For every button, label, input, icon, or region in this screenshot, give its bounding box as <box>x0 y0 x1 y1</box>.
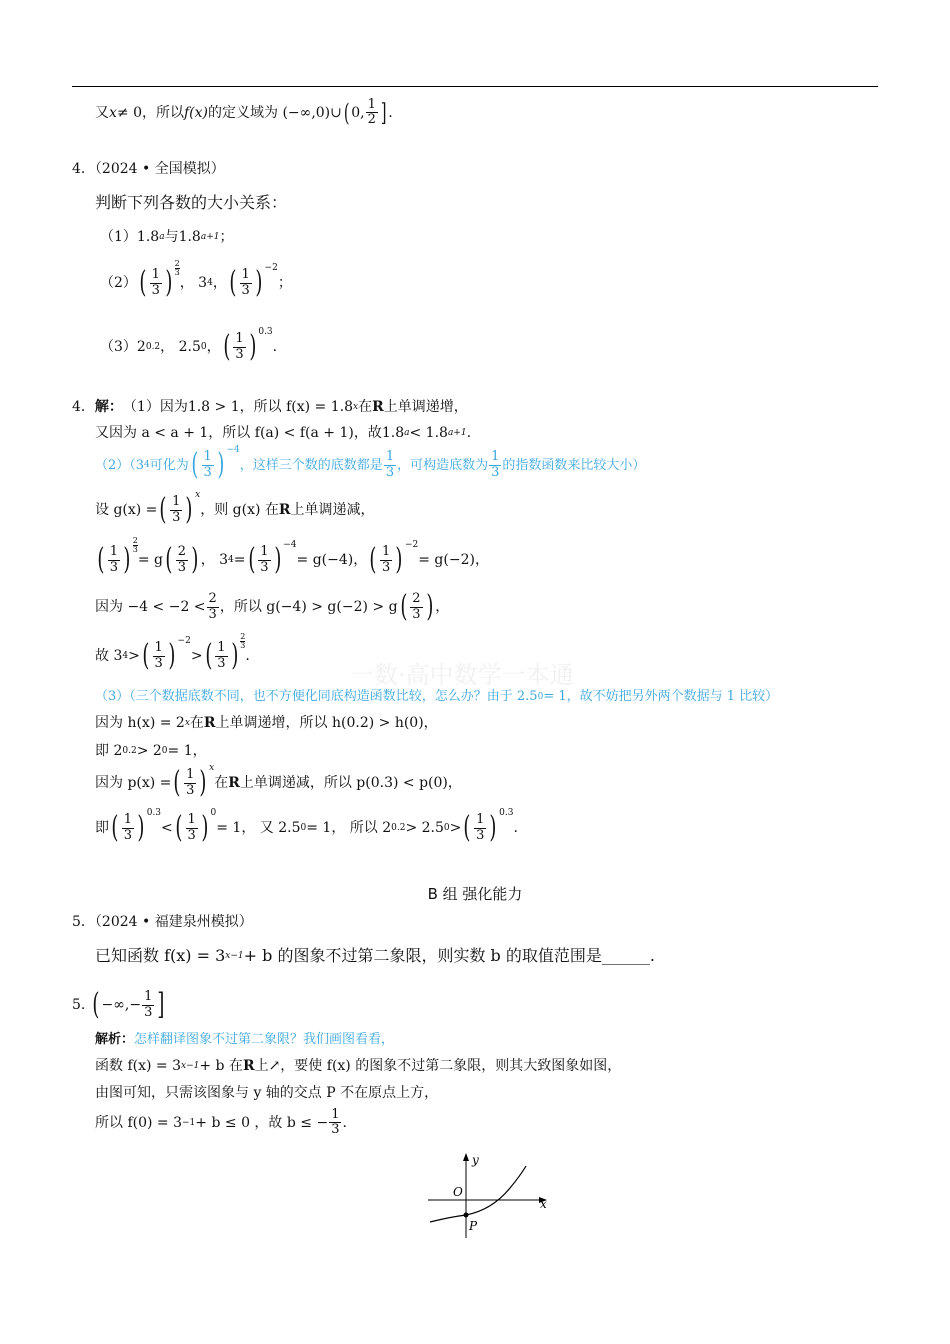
sol4-line12: 即 ( $\frac{1}{3}$ ) 0.3 < ( $\frac{1}{3}$ ) 0 = 1， 又 2.5 0 = 1， 所以 2 0.2 > 2.5 0 > ( $\frac{1}{3}$ ) 0.3 . <box>95 808 518 845</box>
watermark: 一数·高中数学一本通 <box>350 661 574 689</box>
sol5-line3: 所以 f(0) = 3 −1 + b ≤ 0 ，故 b ≤ − $\frac{1}{3}$ . <box>95 1107 347 1138</box>
x-label: x <box>540 1197 547 1211</box>
q4-header: 4．（2024 • 全国模拟） <box>72 161 225 177</box>
sol4-line11: 因为 p(x) = ( $\frac{1}{3}$ ) x 在 R 上单调递减，所以 p(0.3) < p(0)， <box>95 763 462 800</box>
curve <box>430 1166 526 1222</box>
origin-label: O <box>453 1185 463 1199</box>
sol4-line9: 因为 h(x) = 2 x 在 R 上单调递增，所以 h(0.2) > h(0)， <box>95 715 438 731</box>
sol4-line10: 即 2 0.2 > 2 0 = 1， <box>95 743 207 759</box>
sol5-line1: 函数 f(x) = 3 x−1 + b 在 R 上↗，要使 f(x) 的图象不过第二象限，则其大致图象如图， <box>95 1058 622 1074</box>
header-rule <box>72 86 878 87</box>
sol5-line2: 由图可知，只需该图象与 y 轴的交点 P 不在原点上方， <box>95 1085 439 1101</box>
sol5-jiexi: 解析： 怎样翻译图象不过第二象限？我们画图看看， <box>95 1032 395 1047</box>
q4-prompt: 判断下列各数的大小关系： <box>95 193 288 212</box>
sol4-line5: ( $\frac{1}{3}$ ) $\frac{2}{3}$ = g ( $\frac{2}{3}$ ) ， 3 4 = ( $\frac{1}{3}$ ) −4 = g(−4)， ( $\frac{1}{3}$ ) −2 = g(−2)， <box>97 536 489 577</box>
function-graph <box>420 1150 560 1245</box>
domain-line: 又 x ≠ 0，所以 f(x) 的定义域为 (−∞,0)∪ ( 0, $\frac{1}{2}$ ] . <box>95 97 393 128</box>
y-axis-arrow-icon <box>463 1153 469 1161</box>
q4-part2: （2） ( $\frac{1}{3}$ ) 2 3 ， 3 4 ， ( $\frac{1}{3}$ ) −2 ； <box>100 259 292 300</box>
q5-prompt: 已知函数 f(x) = 3 x−1 + b 的图象不过第二象限，则实数 b 的取值范围是______. <box>95 946 655 965</box>
sol4-line2: 又因为 a < a + 1，所以 f(a) < f(a + 1)，故1.8 a < 1.8 a+1 . <box>95 425 472 441</box>
y-label: y <box>472 1153 479 1167</box>
p-label: P <box>469 1219 478 1233</box>
q4-part3: （3） 2 0.2 ， 2.5 0 ， ( $\frac{1}{3}$ ) 0.3 . <box>100 327 278 364</box>
sol4-line1: 4． 解： （1）因为1.8 > 1，所以 f(x) = 1.8 x 在 R 上单调递增， <box>72 399 468 415</box>
group-b-heading: B 组 强化能力 <box>427 885 523 903</box>
sol4-line6: 因为 −4 < −2 < $\frac{2}{3}$ ，所以 g(−4) > g(−2) > g ( $\frac{2}{3}$ ) ， <box>95 589 450 624</box>
sol4-line7: 故 3 4 > ( $\frac{1}{3}$ ) −2 > ( $\frac{1}{3}$ ) 2 3 . <box>95 632 250 673</box>
q5-header: 5．（2024 • 福建泉州模拟） <box>72 914 253 930</box>
point-p <box>464 1213 469 1218</box>
sol4-line8-hint: （3）（三个数据底数不同，也不方便化同底构造函数比较，怎么办？由于 2.5 0 = 1，故不妨把另外两个数据与 1 比较） <box>95 689 779 704</box>
sol5-answer: 5. ( −∞,− $\frac{1}{3}$ ] <box>72 987 165 1022</box>
q4-part1: （1） 1.8 a 与 1.8 a+1 ； <box>100 229 234 245</box>
sol4-line4: 设 g(x) = ( $\frac{1}{3}$ ) x ，则 g(x) 在 R 上单调递减， <box>95 490 375 527</box>
sol4-line3-hint: （2）（3 4 可化为 ( $\frac{1}{3}$ ) −4 ，这样三个数的底数都是 $\frac{1}{3}$ ，可构造底数为 $\frac{1}{3}$ 的指数函数来比较大小） <box>95 445 646 482</box>
